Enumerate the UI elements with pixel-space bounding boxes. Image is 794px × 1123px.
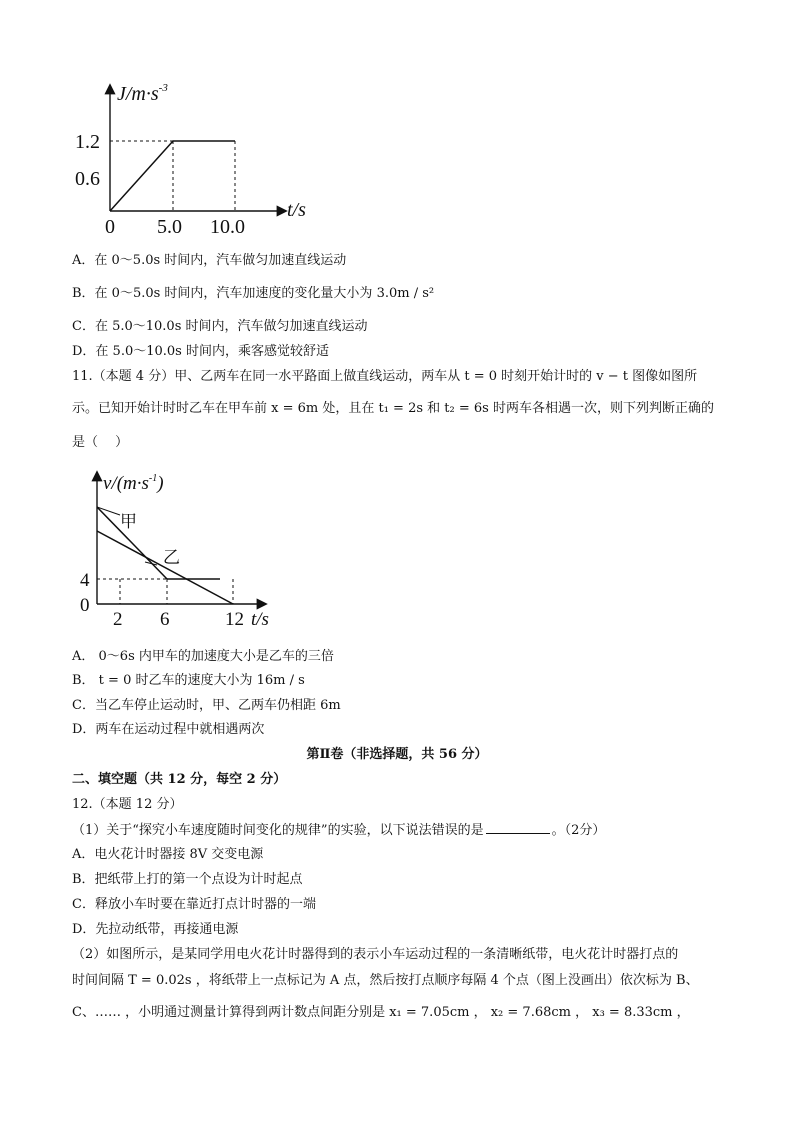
graph2-x-tick-6: 6 <box>160 609 170 630</box>
graph2-y-tick-4: 4 <box>80 570 90 591</box>
velocity-time-graph <box>75 465 295 635</box>
q11-option-c: C．当乙车停止运动时，甲、乙两车仍相距 6m <box>72 698 341 713</box>
section2-title: 第Ⅱ卷（非选择题，共 56 分） <box>306 747 488 762</box>
graph2-label-yi: 乙 <box>163 548 180 567</box>
q12-option-c: C．释放小车时要在靠近打点计时器的一端 <box>72 897 316 912</box>
graph1-x-tick-5: 5.0 <box>157 216 182 238</box>
q10-option-d: D．在 5.0～10.0s 时间内，乘客感觉较舒适 <box>72 344 329 359</box>
q12-part2-line2: 时间间隔 T = 0.02s ，将纸带上一点标记为 A 点，然后按打点顺序每隔 4 个点（图上没画出）依次标为 B、 <box>72 973 699 988</box>
graph1-x-tick-0: 0 <box>105 216 115 238</box>
q11-option-b: B． t = 0 时乙车的速度大小为 16m / s <box>72 673 305 688</box>
part2-heading: 二、填空题（共 12 分，每空 2 分） <box>72 772 287 787</box>
graph1-y-tick-06: 0.6 <box>75 168 100 190</box>
q11-stem-line3: 是（ ） <box>72 435 129 450</box>
q10-option-a: A．在 0～5.0s 时间内，汽车做匀加速直线运动 <box>72 253 347 268</box>
q12-title: 12.（本题 12 分） <box>72 797 183 812</box>
graph1-data-line <box>110 141 235 211</box>
graph1-y-label: $J/m\cdot s^{-3}$ <box>117 82 168 105</box>
q12-part1-stem: （1）关于“探究小车速度随时间变化的规律”的实验，以下说法错误的是 。（2分） <box>72 823 606 838</box>
answer-blank[interactable] <box>486 821 550 834</box>
q11-stem-line2: 示。已知开始计时时乙车在甲车前 x = 6m 处，且在 t₁ = 2s 和 t₂ = 6s 时两车各相遇一次，则下列判断正确的 <box>72 401 714 416</box>
graph1-x-tick-10: 10.0 <box>210 216 245 238</box>
graph1-x-label: t/s <box>287 199 306 221</box>
q10-option-b: B．在 0～5.0s 时间内，汽车加速度的变化量大小为 3.0m / s² <box>72 286 435 301</box>
q10-option-c: C．在 5.0～10.0s 时间内，汽车做匀加速直线运动 <box>72 319 368 334</box>
q12-option-a: A．电火花计时器接 8V 交变电源 <box>72 847 264 862</box>
graph2-y-tick-0: 0 <box>80 595 90 616</box>
q11-stem-line1: 11.（本题 4 分）甲、乙两车在同一水平路面上做直线运动，两车从 t = 0 时刻开始计时的 v − t 图像如图所 <box>72 369 698 384</box>
jerk-time-graph <box>75 78 306 238</box>
graph2-line-yi <box>97 531 233 604</box>
graph2-y-label: $v/(m\cdot s^{-1})$ <box>103 473 164 494</box>
graph2-label-jia: 甲 <box>120 512 137 531</box>
graph2-x-tick-2: 2 <box>113 609 123 630</box>
graph1-y-tick-12: 1.2 <box>75 131 100 153</box>
q11-option-d: D．两车在运动过程中就相遇两次 <box>72 722 265 737</box>
q12-option-b: B．把纸带上打的第一个点设为计时起点 <box>72 872 303 887</box>
graph2-x-tick-12: 12 <box>225 609 244 630</box>
q12-option-d: D．先拉动纸带，再接通电源 <box>72 922 239 937</box>
q12-part2-line1: （2）如图所示，是某同学用电火花计时器得到的表示小车运动过程的一条清晰纸带，电火花计时器打点的 <box>72 947 679 962</box>
graph2-x-label: t/s <box>251 609 269 630</box>
q11-option-a: A． 0～6s 内甲车的加速度大小是乙车的三倍 <box>72 649 334 664</box>
q12-part2-line3: C、…… ，小明通过测量计算得到两计数点间距分别是 x₁ = 7.05cm ， x₂ = 7.68cm ， x₃ = 8.33cm ， <box>72 1005 690 1020</box>
